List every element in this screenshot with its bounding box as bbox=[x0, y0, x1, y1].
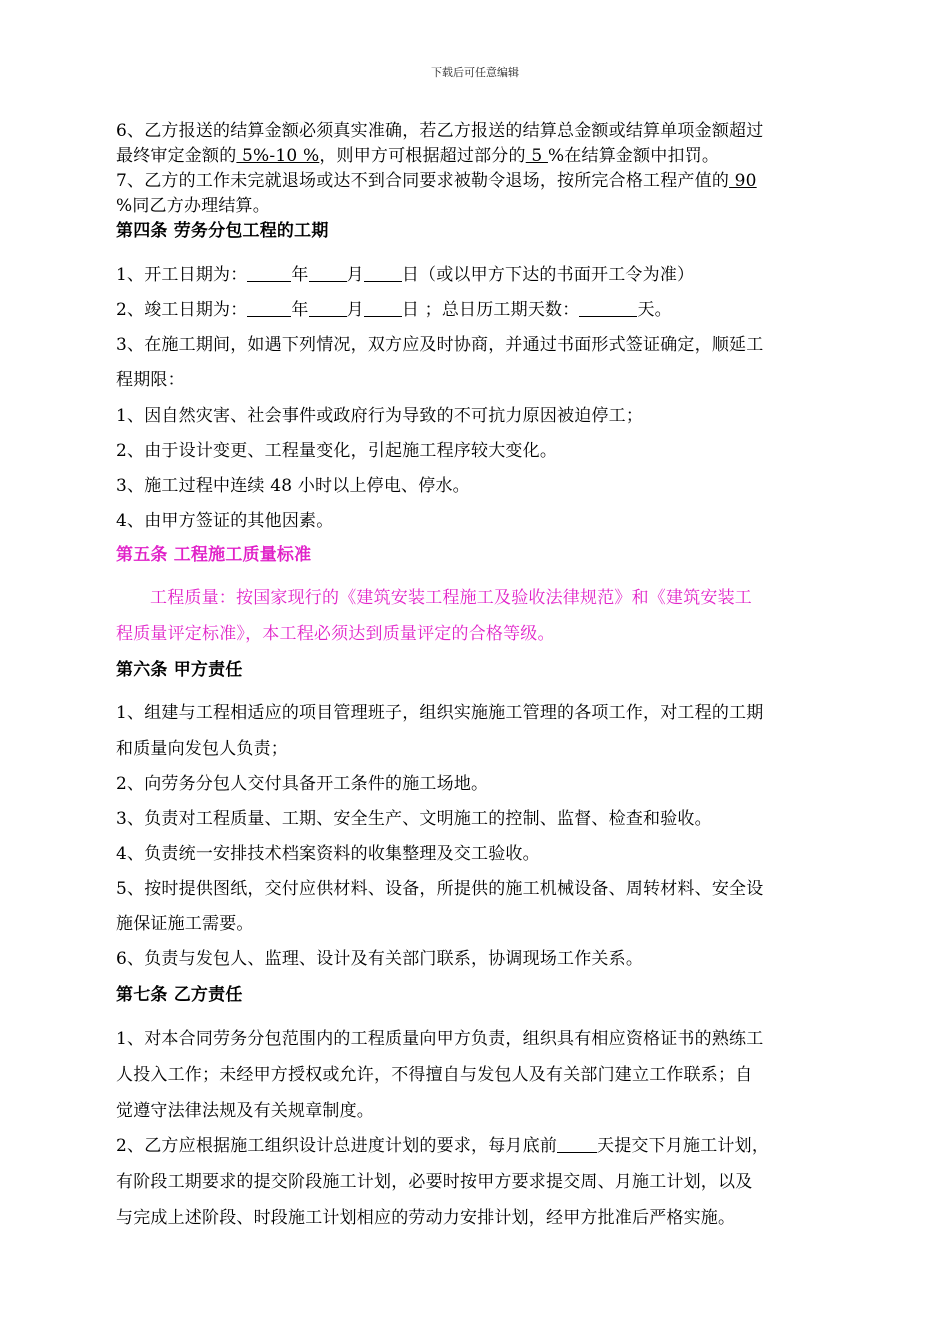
art4-item3-line-2: 程期限： bbox=[116, 370, 185, 390]
article-5-title: 第五条 工程施工质量标准 bbox=[116, 545, 312, 565]
art6-item-5-line-2: 施保证施工需要。 bbox=[116, 914, 254, 934]
art4-sub-2: 2、由于设计变更、工程量变化，引起施工程序较大变化。 bbox=[116, 441, 558, 461]
quality-text-line-2: 程质量评定标准》，本工程必须达到质量评定的合格等级。 bbox=[116, 624, 555, 644]
clause-6-line-1: 6、乙方报送的结算金额必须真实准确，若乙方报送的结算总金额或结算单项金额超过 bbox=[116, 121, 764, 141]
end-month-blank[interactable] bbox=[309, 300, 347, 317]
art7-item-1-line-1: 1、对本合同劳务分包范围内的工程质量向甲方负责，组织具有相应资格证书的熟练工 bbox=[116, 1029, 764, 1049]
end-year-blank[interactable] bbox=[247, 300, 291, 317]
quality-text-line-1: 工程质量：按国家现行的《建筑安装工程施工及验收法律规范》和《建筑安装工 bbox=[150, 588, 752, 608]
art7-item-1-line-3: 觉遵守法律法规及有关规章制度。 bbox=[116, 1101, 374, 1121]
clause-7-line-2: %同乙方办理结算。 bbox=[116, 196, 270, 216]
end-day-blank[interactable] bbox=[364, 300, 402, 317]
art6-item-5-line-1: 5、按时提供图纸，交付应供材料、设备，所提供的施工机械设备、周转材料、安全设 bbox=[116, 879, 764, 899]
art6-item-4: 4、负责统一安排技术档案资料的收集整理及交工验收。 bbox=[116, 844, 540, 864]
start-year-blank[interactable] bbox=[247, 265, 291, 282]
clause-6-line-2: 最终审定金额的 5%-10 %，则甲方可根据超过部分的 5 %在结算金额中扣罚。 bbox=[116, 146, 720, 166]
art6-item-1-line-2: 和质量向发包人负责； bbox=[116, 739, 288, 759]
article-6-title: 第六条 甲方责任 bbox=[116, 660, 243, 680]
total-days-blank[interactable] bbox=[579, 300, 637, 317]
article-7-title: 第七条 乙方责任 bbox=[116, 985, 243, 1005]
settlement-percent: 90 bbox=[729, 171, 757, 191]
art6-item-6: 6、负责与发包人、监理、设计及有关部门联系，协调现场工作关系。 bbox=[116, 949, 644, 969]
deduction-range: 5%-10 % bbox=[236, 146, 320, 166]
art6-item-2: 2、向劳务分包人交付具备开工条件的施工场地。 bbox=[116, 774, 489, 794]
art7-item-1-line-2: 人投入工作；未经甲方授权或允许，不得擅自与发包人及有关部门建立工作联系；自 bbox=[116, 1065, 753, 1085]
end-date-line: 2、竣工日期为： 年 月 日 ；总日历工期天数： 天。 bbox=[116, 300, 672, 320]
article-4-title: 第四条 劳务分包工程的工期 bbox=[116, 221, 329, 241]
art6-item-1-line-1: 1、组建与工程相适应的项目管理班子，组织实施施工管理的各项工作，对工程的工期 bbox=[116, 703, 764, 723]
start-day-blank[interactable] bbox=[364, 265, 402, 282]
art4-item3-line-1: 3、在施工期间，如遇下列情况，双方应及时协商，并通过书面形式签证确定，顺延工 bbox=[116, 335, 764, 355]
plan-days-blank[interactable] bbox=[557, 1136, 597, 1153]
deduction-rate: 5 bbox=[525, 146, 548, 166]
start-date-line: 1、开工日期为： 年 月 日（或以甲方下达的书面开工令为准） bbox=[116, 265, 695, 285]
page-header: 下载后可任意编辑 bbox=[431, 66, 519, 79]
art7-item-2-line-2: 有阶段工期要求的提交阶段施工计划，必要时按甲方要求提交周、月施工计划，以及 bbox=[116, 1172, 753, 1192]
start-month-blank[interactable] bbox=[309, 265, 347, 282]
art4-sub-3: 3、施工过程中连续 48 小时以上停电、停水。 bbox=[116, 476, 470, 496]
art7-item-2-line-1: 2、乙方应根据施工组织设计总进度计划的要求，每月底前 天提交下月施工计划， bbox=[116, 1136, 770, 1156]
art7-item-2-line-3: 与完成上述阶段、时段施工计划相应的劳动力安排计划，经甲方批准后严格实施。 bbox=[116, 1208, 736, 1228]
art6-item-3: 3、负责对工程质量、工期、安全生产、文明施工的控制、监督、检查和验收。 bbox=[116, 809, 712, 829]
clause-7-line-1: 7、乙方的工作未完就退场或达不到合同要求被勒令退场，按所完合格工程产值的 90 bbox=[116, 171, 757, 191]
art4-sub-4: 4、由甲方签证的其他因素。 bbox=[116, 511, 334, 531]
art4-sub-1: 1、因自然灾害、社会事件或政府行为导致的不可抗力原因被迫停工； bbox=[116, 406, 644, 426]
